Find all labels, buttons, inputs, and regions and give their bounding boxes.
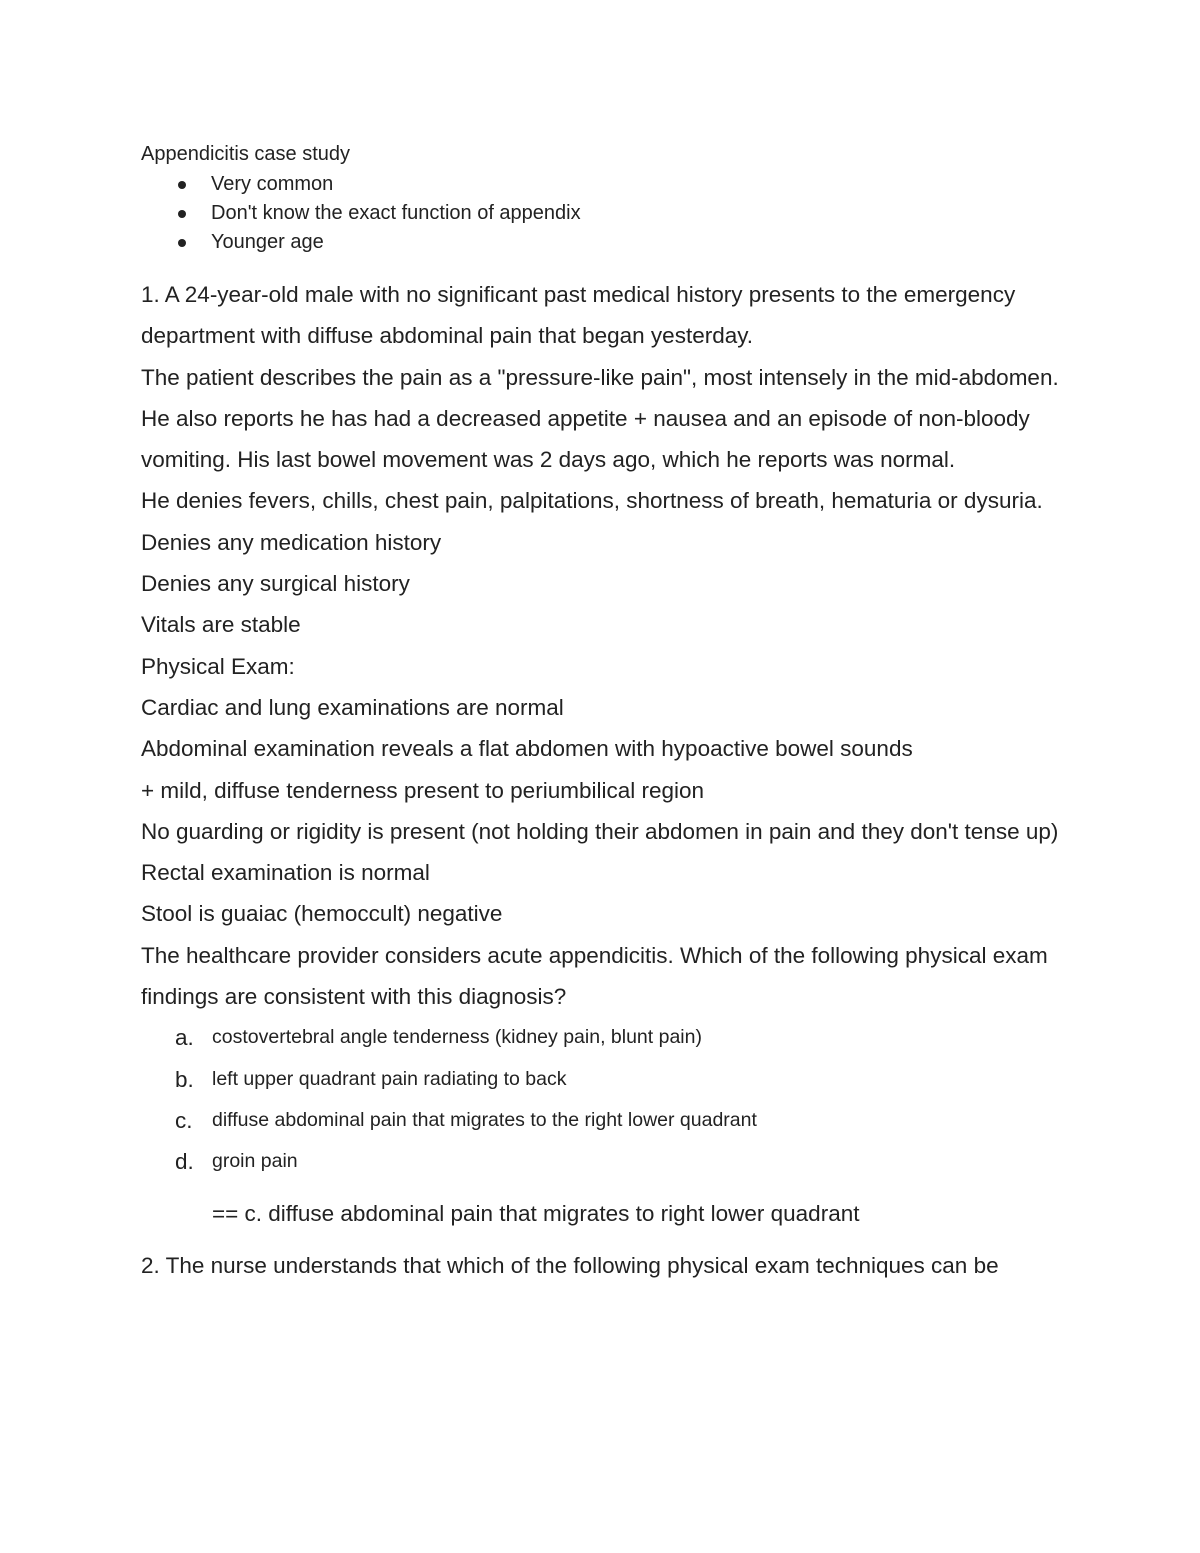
option-text: left upper quadrant pain radiating to back [212, 1067, 567, 1090]
bullet-item [141, 199, 1081, 228]
intro-bullet-list [141, 170, 1081, 257]
question-paragraph: Cardiac and lung examinations are normal [141, 694, 564, 720]
question-paragraph: Physical Exam: [141, 653, 295, 679]
bullet-dot-icon [178, 210, 186, 218]
option-text: groin pain [212, 1150, 298, 1173]
question-paragraph: No guarding or rigidity is present (not holding their abdomen in pain and they don't tense up) [141, 818, 1059, 844]
answer-line: == c. diffuse abdominal pain that migrates to right lower quadrant [212, 1200, 860, 1226]
option-text: costovertebral angle tenderness (kidney pain, blunt pain) [212, 1026, 702, 1049]
question-paragraph: He denies fevers, chills, chest pain, palpitations, shortness of breath, hematuria or dysuria. [141, 488, 1043, 514]
bullet-text: Don't know the exact function of appendix [211, 202, 581, 224]
option-letter: b. [175, 1066, 194, 1092]
question-1 [141, 274, 1081, 1234]
question-paragraph: The patient describes the pain as a "pressure-like pain", most intensely in the mid-abdomen. He also reports he has had a decreased appetite + nausea and an episode of non-bloody vomiting. His last bowel movement was 2 days ago, which he reports was normal. [141, 364, 1059, 473]
bullet-text: Very common [211, 173, 334, 195]
answer-option [141, 1017, 1081, 1058]
question-paragraph: Denies any medication history [141, 529, 442, 555]
question-2 [141, 1245, 1081, 1286]
answer-options-list [141, 1017, 1081, 1182]
answer-option [141, 1100, 1081, 1141]
question-paragraph: Abdominal examination reveals a flat abdomen with hypoactive bowel sounds [141, 736, 913, 762]
question-paragraph: The healthcare provider considers acute appendicitis. Which of the following physical exam findings are consistent with this diagnosis? [141, 942, 1048, 1010]
question-paragraph: Denies any surgical history [141, 571, 410, 597]
bullet-text: Younger age [211, 231, 324, 253]
answer-option [141, 1141, 1081, 1182]
document-title: Appendicitis case study [141, 143, 351, 165]
bullet-dot-icon [178, 181, 186, 189]
question-paragraph: Rectal examination is normal [141, 860, 430, 886]
question-paragraph: + mild, diffuse tenderness present to periumbilical region [141, 777, 705, 803]
question-paragraph: Vitals are stable [141, 612, 301, 638]
answer-option [141, 1059, 1081, 1100]
option-letter: a. [175, 1025, 194, 1051]
bullet-dot-icon [178, 239, 186, 247]
document-page [141, 140, 1081, 1286]
option-letter: c. [175, 1107, 193, 1133]
question-paragraph: 2. The nurse understands that which of the following physical exam techniques can be [141, 1252, 999, 1278]
bullet-item [141, 170, 1081, 199]
option-letter: d. [175, 1149, 194, 1175]
bullet-item [141, 228, 1081, 257]
option-text: diffuse abdominal pain that migrates to the right lower quadrant [212, 1108, 757, 1131]
question-paragraph: Stool is guaiac (hemoccult) negative [141, 901, 503, 927]
question-paragraph: 1. A 24-year-old male with no significant past medical history presents to the emergency department with diffuse abdominal pain that began yesterday. [141, 282, 1016, 349]
